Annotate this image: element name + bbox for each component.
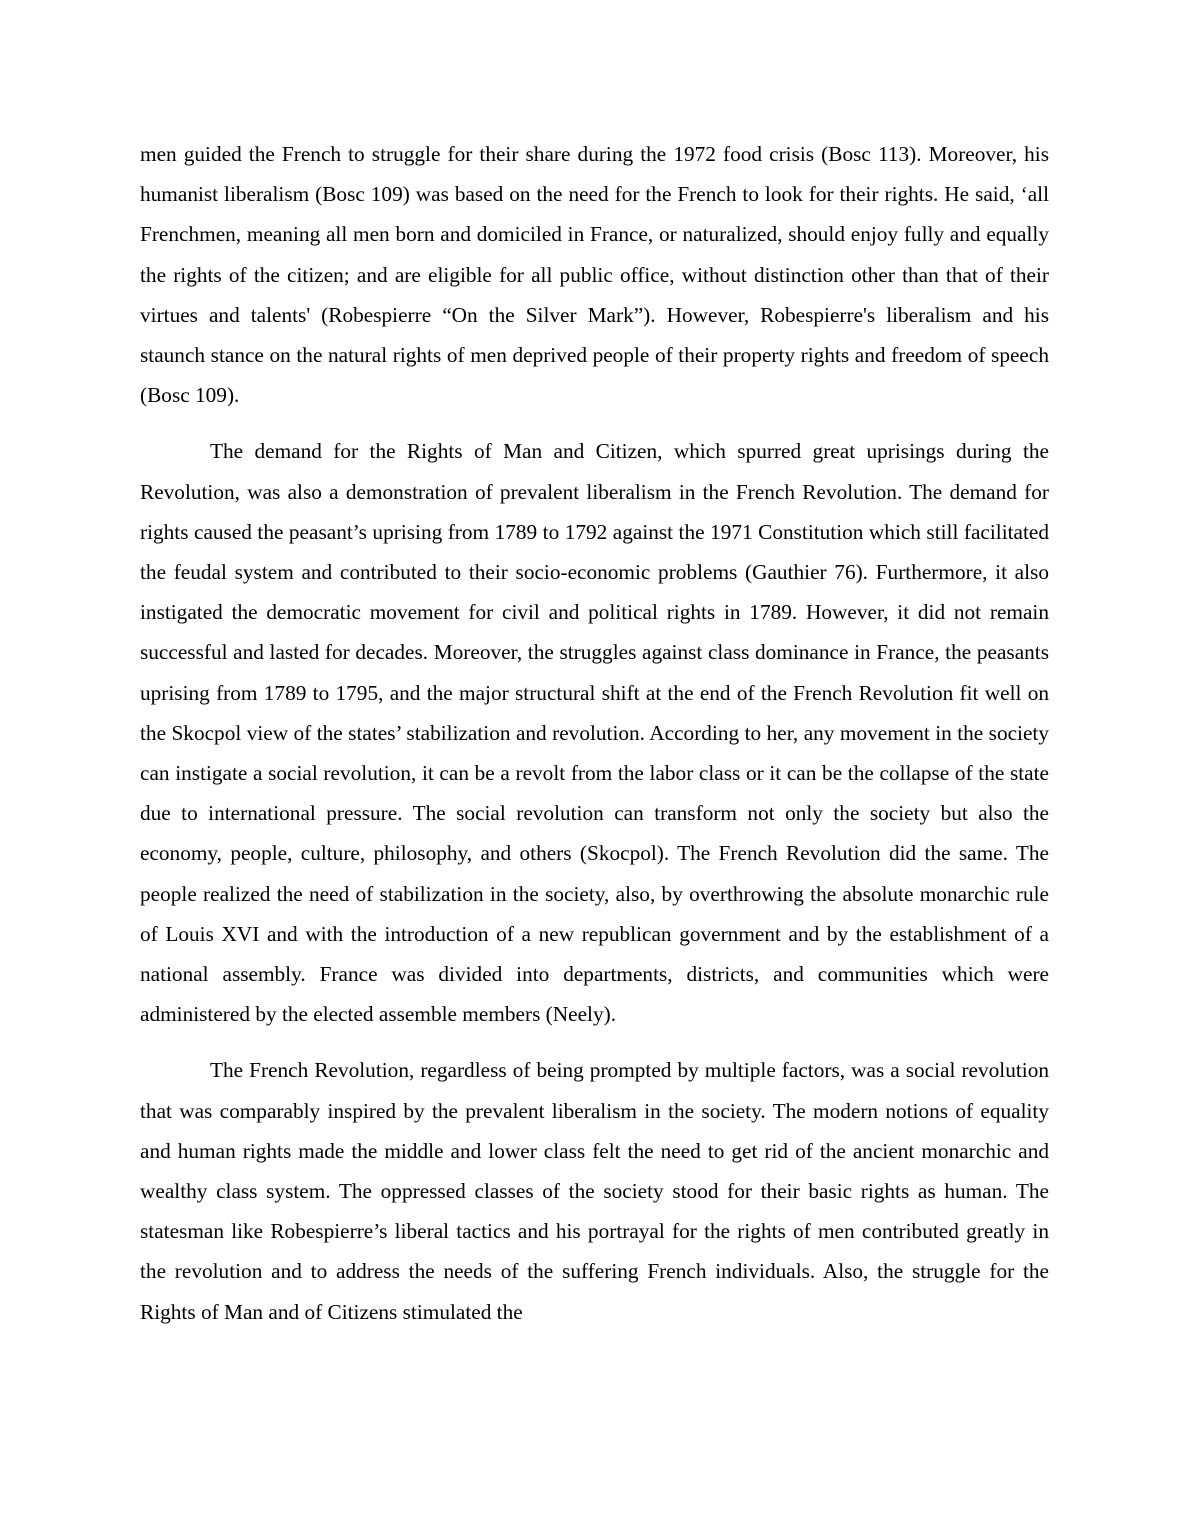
document-body xyxy=(140,134,1049,1348)
paragraph-robespierre-liberalism: men guided the French to struggle for their share during the 1972 food crisis (Bosc 113). Moreover, his humanist liberalism (Bosc 109) was based on the need for the French to look for their rights. He said, ‘all Frenchmen, meaning all men born and domiciled in France, or naturalized, should enjoy fully and equally the rights of the citizen; and are eligible for all public office, without distinction other than that of their virtues and talents' (Robespierre “On the Silver Mark”). However, Robespierre's liberalism and his staunch stance on the natural rights of men deprived people of their property rights and freedom of speech (Bosc 109). xyxy=(140,142,1049,408)
paragraph-social-revolution: The French Revolution, regardless of being prompted by multiple factors, was a social revolution that was comparably inspired by the prevalent liberalism in the society. The modern notions of equality and human rights made the middle and lower class felt the need to get rid of the ancient monarchic and wealthy class system. The oppressed classes of the society stood for their basic rights as human. The statesman like Robespierre’s liberal tactics and his portrayal for the rights of men contributed greatly in the revolution and to address the needs of the suffering French individuals. Also, the struggle for the Rights of Man and of Citizens stimulated the xyxy=(140,1058,1049,1324)
paragraph-rights-of-man: The demand for the Rights of Man and Citizen, which spurred great uprisings during the Revolution, was also a demonstration of prevalent liberalism in the French Revolution. The demand for rights caused the peasant’s uprising from 1789 to 1792 against the 1971 Constitution which still facilitated the feudal system and contributed to their socio-economic problems (Gauthier 76). Furthermore, it also instigated the democratic movement for civil and political rights in 1789. However, it did not remain successful and lasted for decades. Moreover, the struggles against class dominance in France, the peasants uprising from 1789 to 1795, and the major structural shift at the end of the French Revolution fit well on the Skocpol view of the states’ stabilization and revolution. According to her, any movement in the society can instigate a social revolution, it can be a revolt from the labor class or it can be the collapse of the state due to international pressure. The social revolution can transform not only the society but also the economy, people, culture, philosophy, and others (Skocpol). The French Revolution did the same. The people realized the need of stabilization in the society, also, by overthrowing the absolute monarchic rule of Louis XVI and with the introduction of a new republican government and by the establishment of a national assembly. France was divided into departments, districts, and communities which were administered by the elected assemble members (Neely). xyxy=(140,439,1049,1027)
